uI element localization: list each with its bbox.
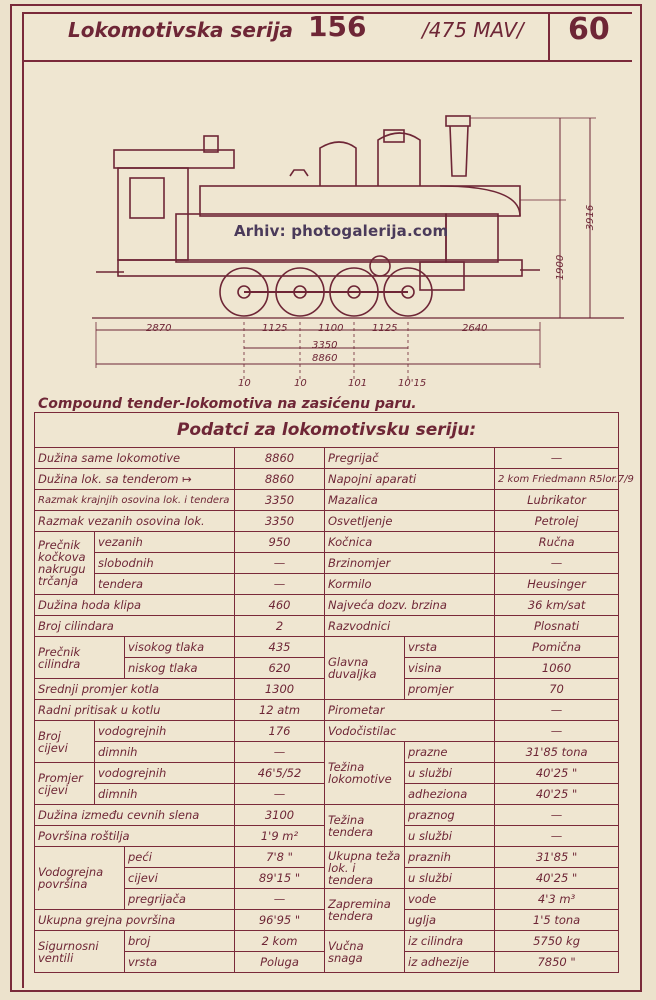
- table-cell: 31'85 tona: [495, 742, 619, 763]
- table-cell: Poluga: [235, 952, 325, 973]
- table-cell: Dužina između cevnih slena: [35, 805, 235, 826]
- table-cell: Ručna: [495, 532, 619, 553]
- table-cell: 460: [235, 595, 325, 616]
- table-cell: —: [495, 700, 619, 721]
- table-cell: u službi: [405, 826, 495, 847]
- table-row: [35, 637, 619, 658]
- table-row: [35, 805, 619, 826]
- table-cell: broj: [125, 931, 235, 952]
- table-row: [35, 700, 619, 721]
- table-cell: adheziona: [405, 784, 495, 805]
- table-cell: uglja: [405, 910, 495, 931]
- table-cell: —: [495, 448, 619, 469]
- table-cell: Dužina same lokomotive: [35, 448, 235, 469]
- table-row: [35, 553, 619, 574]
- dim-wheelbase: 3350: [312, 340, 338, 351]
- axle-load-3: 101: [348, 378, 368, 389]
- table-cell: tendera: [95, 574, 235, 595]
- table-row: [35, 448, 619, 469]
- table-cell: Pomična: [495, 637, 619, 658]
- table-cell: —: [235, 889, 325, 910]
- table-cell: praznog: [405, 805, 495, 826]
- table-cell: 1'9 m²: [235, 826, 325, 847]
- table-cell: Vučna snaga: [325, 931, 405, 973]
- table-cell: slobodnih: [95, 553, 235, 574]
- table-row: [35, 931, 619, 952]
- table-row: [35, 847, 619, 868]
- table-cell: visina: [405, 658, 495, 679]
- table-cell: u službi: [405, 868, 495, 889]
- table-cell: prazne: [405, 742, 495, 763]
- table-cell: Broj cijevi: [35, 721, 95, 763]
- table-cell: Broj cilindara: [35, 616, 235, 637]
- table-cell: vrsta: [405, 637, 495, 658]
- table-cell: —: [235, 553, 325, 574]
- table-row: [35, 469, 619, 490]
- table-cell: Osvetljenje: [325, 511, 495, 532]
- table-cell: 7850 ": [495, 952, 619, 973]
- table-cell: u službi: [405, 763, 495, 784]
- dim-axle-height: 1900: [555, 254, 567, 281]
- table-cell: Razmak krajnjih osovina lok. i tendera: [35, 490, 235, 511]
- table-cell: peći: [125, 847, 235, 868]
- table-cell: Sigurnosni ventili: [35, 931, 125, 973]
- table-cell: 89'15 ": [235, 868, 325, 889]
- table-cell: 176: [235, 721, 325, 742]
- table-cell: 8860: [235, 469, 325, 490]
- table-cell: vrsta: [125, 952, 235, 973]
- table-cell: Srednji promjer kotla: [35, 679, 235, 700]
- table-cell: 40'25 ": [495, 784, 619, 805]
- axle-load-4: 10'15: [398, 378, 427, 389]
- table-cell: pregrijača: [125, 889, 235, 910]
- table-cell: 435: [235, 637, 325, 658]
- table-row: [35, 721, 619, 742]
- table-cell: Težina tendera: [325, 805, 405, 847]
- table-cell: vode: [405, 889, 495, 910]
- table-cell: Kormilo: [325, 574, 495, 595]
- table-row: [35, 532, 619, 553]
- table-cell: Brzinomjer: [325, 553, 495, 574]
- table-cell: Mazalica: [325, 490, 495, 511]
- table-cell: —: [235, 574, 325, 595]
- table-cell: niskog tlaka: [125, 658, 235, 679]
- table-row: [35, 595, 619, 616]
- table-cell: vezanih: [95, 532, 235, 553]
- table-cell: Razvodnici: [325, 616, 495, 637]
- table-cell: —: [235, 784, 325, 805]
- table-cell: Pregrijač: [325, 448, 495, 469]
- table-cell: Lubrikator: [495, 490, 619, 511]
- dim-total-length: 8860: [312, 353, 338, 364]
- table-cell: 8860: [235, 448, 325, 469]
- table-cell: 36 km/sat: [495, 595, 619, 616]
- table-cell: iz adhezije: [405, 952, 495, 973]
- table-row: [35, 511, 619, 532]
- table-cell: visokog tlaka: [125, 637, 235, 658]
- table-cell: Težina lokomotive: [325, 742, 405, 805]
- table-cell: Vodočistilac: [325, 721, 495, 742]
- table-cell: 1060: [495, 658, 619, 679]
- table-cell: Napojni aparati: [325, 469, 495, 490]
- table-row: [35, 574, 619, 595]
- table-cell: Promjer cijevi: [35, 763, 95, 805]
- table-cell: 7'8 ": [235, 847, 325, 868]
- table-cell: dimnih: [95, 784, 235, 805]
- table-cell: 31'85 ": [495, 847, 619, 868]
- table-cell: vodogrejnih: [95, 763, 235, 784]
- table-cell: —: [495, 826, 619, 847]
- table-cell: 5750 kg: [495, 931, 619, 952]
- table-cell: Prečnik cilindra: [35, 637, 125, 679]
- table-cell: 40'25 ": [495, 868, 619, 889]
- table-cell: Dužina lok. sa tenderom ↦: [35, 469, 235, 490]
- table-cell: —: [235, 742, 325, 763]
- table-cell: 2 kom Friedmann R5lor.7/9: [495, 469, 619, 490]
- table-cell: 3100: [235, 805, 325, 826]
- table-cell: vodogrejnih: [95, 721, 235, 742]
- series-number: 156: [308, 10, 367, 43]
- table-cell: Pirometar: [325, 700, 495, 721]
- table-cell: 1'5 tona: [495, 910, 619, 931]
- mav-designation: /475 MAV/: [422, 18, 524, 42]
- subtitle: Compound tender-lokomotiva na zasićenu paru.: [38, 396, 417, 412]
- table-cell: Ukupna teža lok. i tendera: [325, 847, 405, 889]
- axle-load-1: 10: [238, 378, 251, 389]
- specs-table: [34, 412, 634, 973]
- axle-load-2: 10: [294, 378, 307, 389]
- table-cell: —: [495, 805, 619, 826]
- table-row: [35, 490, 619, 511]
- dim-axle-1: 1125: [262, 323, 288, 334]
- table-row: [35, 742, 619, 763]
- table-cell: Plosnati: [495, 616, 619, 637]
- dim-rear-overhang: 2640: [462, 323, 488, 334]
- table-heading: Podatci za lokomotivsku seriju:: [35, 413, 619, 448]
- table-cell: —: [495, 721, 619, 742]
- table-cell: 96'95 ": [235, 910, 325, 931]
- table-cell: 3350: [235, 511, 325, 532]
- table-cell: cijevi: [125, 868, 235, 889]
- table-cell: 1300: [235, 679, 325, 700]
- dim-height: 3916: [585, 204, 597, 231]
- table-cell: 4'3 m³: [495, 889, 619, 910]
- dim-front-overhang: 2870: [146, 323, 172, 334]
- dim-axle-3: 1125: [372, 323, 398, 334]
- table-cell: Površina roštilja: [35, 826, 235, 847]
- table-cell: Kočnica: [325, 532, 495, 553]
- table-cell: Najveća dozv. brzina: [325, 595, 495, 616]
- table-cell: Petrolej: [495, 511, 619, 532]
- table-cell: 70: [495, 679, 619, 700]
- table-cell: dimnih: [95, 742, 235, 763]
- table-cell: Vodogrejna površina: [35, 847, 125, 910]
- table-cell: praznih: [405, 847, 495, 868]
- table-cell: Prečnik kočkova nakrugu trčanja: [35, 532, 95, 595]
- table-cell: 2 kom: [235, 931, 325, 952]
- table-cell: —: [495, 553, 619, 574]
- table-cell: 620: [235, 658, 325, 679]
- table-cell: 950: [235, 532, 325, 553]
- table-cell: promjer: [405, 679, 495, 700]
- table-row: [35, 616, 619, 637]
- table-cell: 2: [235, 616, 325, 637]
- table-cell: Dužina hoda klipa: [35, 595, 235, 616]
- watermark-text: Arhiv: photogalerija.com: [234, 222, 449, 240]
- table-cell: Ukupna grejna površina: [35, 910, 235, 931]
- table-cell: Glavna duvaljka: [325, 637, 405, 700]
- table-cell: 12 atm: [235, 700, 325, 721]
- table-cell: 46'5/52: [235, 763, 325, 784]
- table-cell: 3350: [235, 490, 325, 511]
- table-cell: 40'25 ": [495, 763, 619, 784]
- page-number: 60: [568, 12, 610, 47]
- table-cell: Heusinger: [495, 574, 619, 595]
- table-cell: Radni pritisak u kotlu: [35, 700, 235, 721]
- table-cell: Zapremina tendera: [325, 889, 405, 931]
- table-cell: iz cilindra: [405, 931, 495, 952]
- page-title: Lokomotivska serija: [68, 18, 294, 42]
- dim-axle-2: 1100: [318, 323, 344, 334]
- table-cell: Razmak vezanih osovina lok.: [35, 511, 235, 532]
